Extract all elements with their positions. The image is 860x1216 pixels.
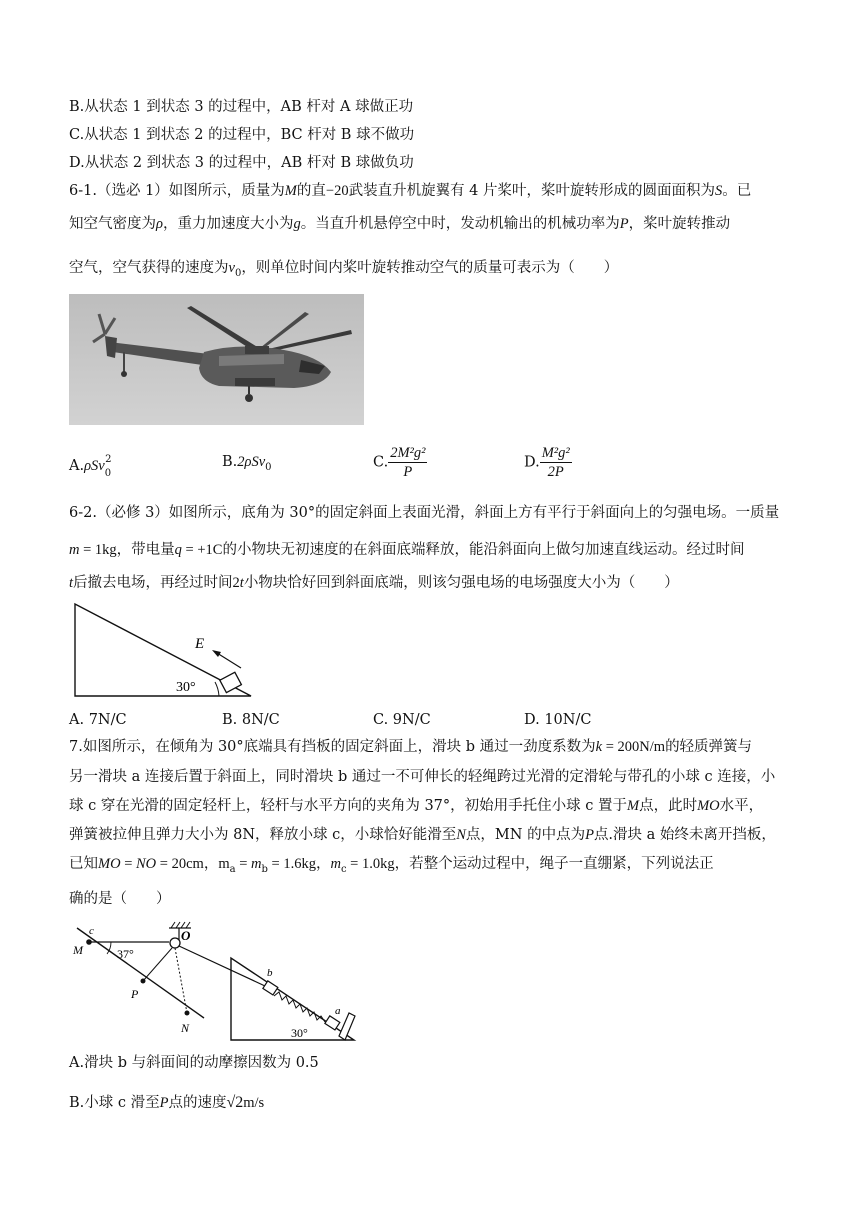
pulley-incline-figure: [69, 918, 369, 1048]
q62-option-a[interactable]: A. 7N/C: [69, 712, 127, 728]
field-label: E: [195, 636, 205, 652]
ball-c: [86, 939, 92, 945]
q7-line-1: 7.如图所示，在倾角为 30°底端具有挡板的固定斜面上，滑块 b 通过一劲度系数为k = 200N/m的轻质弹簧与: [69, 739, 753, 755]
svg-text:37°: 37°: [117, 947, 134, 961]
q61-option-b[interactable]: B.2ρSv$_0$: [222, 454, 272, 473]
q7-line-2: 另一滑块 a 连接后置于斜面上，同时滑块 b 通过一不可伸长的轻绳跨过光滑的定滑轮与带孔的小球 c 连接，小: [69, 769, 776, 785]
q62-option-c[interactable]: C. 9N/C: [373, 712, 431, 728]
q61-line-2: 知空气密度为ρ，重力加速度大小为g。当直升机悬停空中时，发动机输出的机械功率为P，桨叶旋转推动: [69, 216, 731, 232]
q61-option-a[interactable]: A.ρSv$_0^2$: [69, 454, 112, 479]
option-b-prev: B.从状态 1 到状态 3 的过程中，AB 杆对 A 球做正功: [69, 99, 414, 115]
svg-text:a: a: [335, 1005, 341, 1017]
helicopter-photo: [69, 294, 364, 425]
svg-text:N: N: [181, 1021, 190, 1035]
q62-option-d[interactable]: D. 10N/C: [524, 712, 592, 728]
q61-option-d[interactable]: D. $\frac{\text{M²g²}}{2P}$: [524, 445, 570, 480]
svg-text:O: O: [181, 928, 191, 943]
svg-text:P: P: [131, 987, 139, 1001]
q7-line-5: 已知MO = NO = 20cm，$m_a = m_b = 1.6kg$，$m_c = 1.0kg$，若整个运动过程中，绳子一直绷紧，下列说法正: [69, 856, 714, 875]
svg-text:30°: 30°: [291, 1026, 308, 1040]
q62-option-b[interactable]: B. 8N/C: [222, 712, 280, 728]
helicopter-illustration: [69, 294, 364, 425]
svg-text:M: M: [73, 943, 83, 957]
fraction: $\frac{\text{M²g²}}{2P}$: [541, 445, 570, 480]
pulley-icon: [170, 938, 180, 948]
q7-line-3: 球 c 穿在光滑的固定轻杆上，轻杆与水平方向的夹角为 37°，初始用手托住小球 c 置于M点，此时MO水平，: [69, 798, 764, 814]
q7-line-6: 确的是（ ）: [69, 891, 171, 907]
q62-line-1: 6-2.（必修 3）如图所示，底角为 30°的固定斜面上表面光滑，斜面上方有平行于斜面向上的匀强电场。一质量: [69, 505, 780, 521]
q61-option-c[interactable]: C. $\frac{\text{2M²g²}}{P}$: [373, 445, 426, 480]
svg-text:b: b: [267, 967, 273, 979]
option-c-prev: C.从状态 1 到状态 2 的过程中，BC 杆对 B 球不做功: [69, 127, 415, 143]
q61-line-3: 空气，空气获得的速度为$v_0$，则单位时间内桨叶旋转推动空气的质量可表示为（ ）: [69, 260, 619, 279]
q7-option-a[interactable]: A.滑块 b 与斜面间的动摩擦因数为 0.5: [69, 1055, 319, 1071]
fraction: $\frac{\text{2M²g²}}{P}$: [390, 445, 426, 480]
angle-label: 30°: [176, 680, 196, 695]
q7-option-b[interactable]: B.小球 c 滑至P点的速度√2m/s: [69, 1094, 265, 1111]
q62-line-3: t后撤去电场，再经过时间2t小物块恰好回到斜面底端，则该匀强电场的电场强度大小为（ ）: [69, 575, 679, 591]
q7-line-4: 弹簧被拉伸且弹力大小为 8N，释放小球 c，小球恰好能滑至N点，MN 的中点为P点.滑块 a 始终未离开挡板，: [69, 827, 776, 843]
q61-line-1: 6-1.（选必 1）如图所示，质量为M的直−20武装直升机旋翼有 4 片桨叶，桨叶旋转形成的圆面面积为S。已: [69, 183, 752, 199]
svg-text:c: c: [89, 925, 94, 937]
q62-line-2: m = 1kg，带电量q = +1C的小物块无初速度的在斜面底端释放，能沿斜面向上做匀加速直线运动。经过时间: [69, 542, 745, 558]
incline-figure: [69, 600, 259, 700]
option-d-prev: D.从状态 2 到状态 3 的过程中，AB 杆对 B 球做负功: [69, 155, 414, 171]
